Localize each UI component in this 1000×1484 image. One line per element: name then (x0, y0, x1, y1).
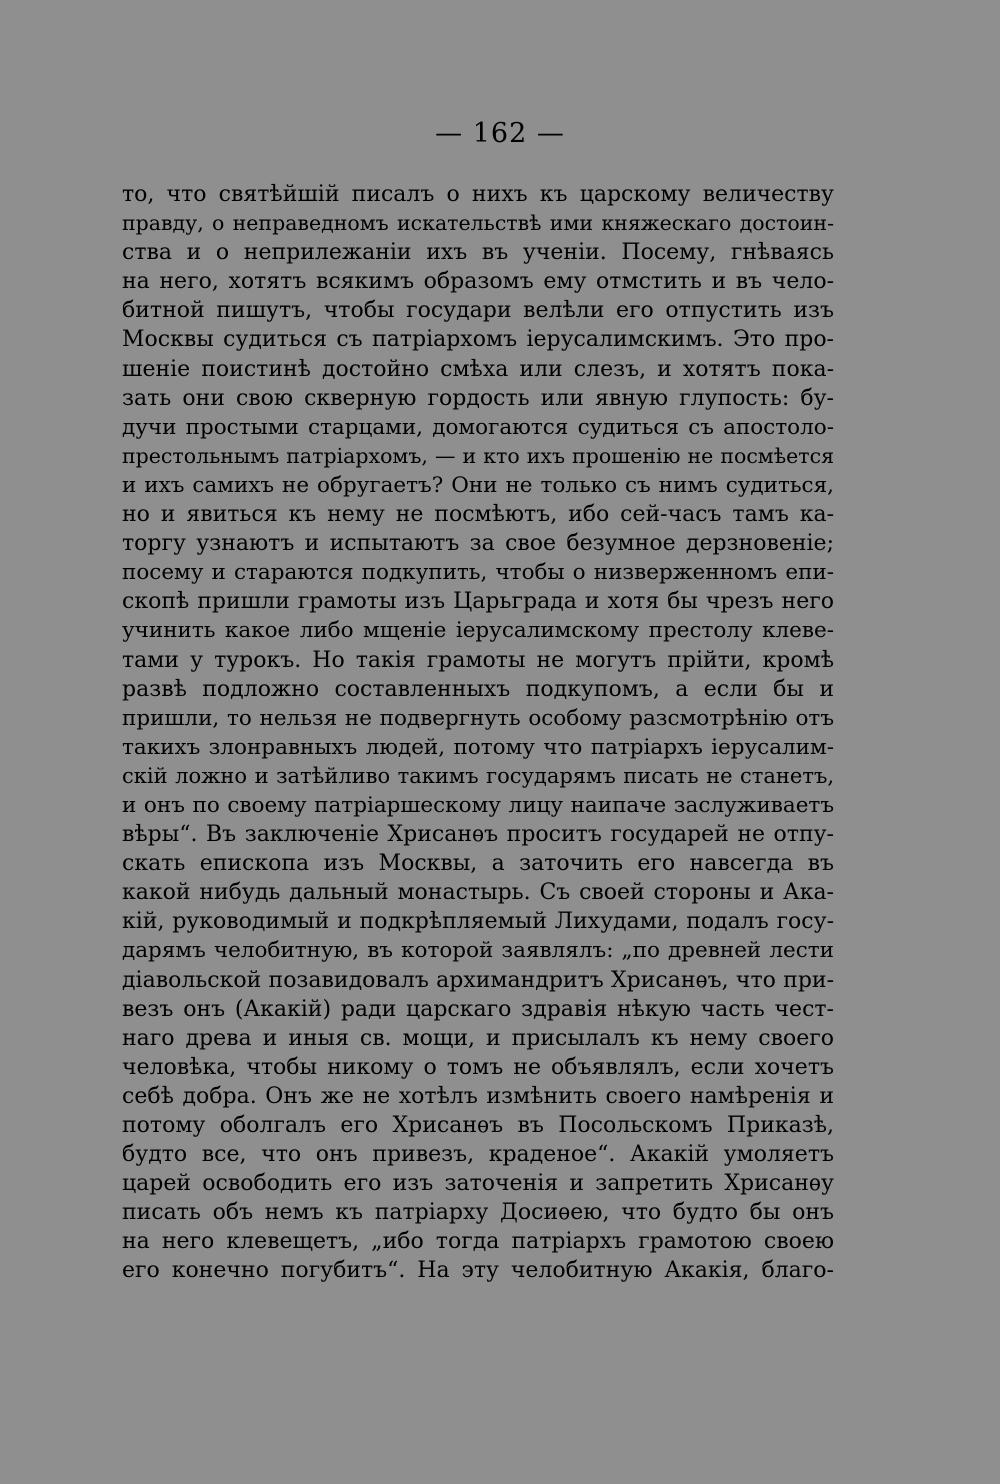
text-line: какой нибудь дальный монастырь. Съ своей стороны и Ака- (122, 880, 834, 906)
text-line: на него, хотятъ всякимъ образомъ ему отмстить и въ чело- (122, 269, 834, 295)
text-line: везъ онъ (Акакій) ради царскаго здравія нѣкую часть чест- (122, 996, 834, 1022)
text-line: потому оболгалъ его Хрисанѳъ въ Посольскомъ Приказѣ, (122, 1113, 834, 1138)
text-line: вѣры“. Въ заключеніе Хрисанѳъ проситъ государей не отпу- (122, 822, 834, 848)
text-line: торгу узнаютъ и испытаютъ за свое безумное дерзновеніе; (122, 531, 834, 557)
text-line: діавольской позавидовалъ архимандритъ Хрисанѳъ, что при- (122, 967, 834, 993)
text-line: дучи простыми старцами, домогаются судиться съ апостоло- (122, 414, 834, 440)
text-line: себѣ добра. Онъ же не хотѣлъ измѣнить своего намѣренія и (122, 1083, 834, 1109)
text-line: но и явиться къ нему не посмѣютъ, ибо сей-часъ тамъ ка- (122, 502, 834, 528)
text-line: шеніе поистинѣ достойно смѣха или слезъ, и хотятъ пока- (122, 356, 834, 382)
text-line: пришли, то нельзя не подвергнуть особому разсмотрѣнію отъ (122, 705, 834, 731)
text-line: правду, о неправедномъ искательствѣ ими княжескаго достоин- (122, 211, 834, 236)
text-line: тами у турокъ. Но такія грамоты не могутъ прійти, кромѣ (122, 647, 834, 673)
text-line: и ихъ самихъ не обругаетъ? Они не только съ нимъ судиться, (122, 472, 834, 498)
text-line: зать они свою скверную гордость или явную глупость: бу- (122, 385, 834, 411)
text-line: скать епископа изъ Москвы, а заточить его навсегда въ (122, 851, 834, 877)
text-line: человѣка, чтобы никому о томъ не объявлялъ, если хочетъ (122, 1054, 834, 1080)
text-line: битной пишутъ, чтобы государи велѣли его отпустить изъ (122, 298, 834, 324)
text-line: развѣ подложно составленныхъ подкупомъ, а если бы и (122, 676, 834, 702)
text-line: скій ложно и затѣйливо такимъ государямъ писать не станетъ, (122, 763, 834, 788)
text-line: ства и о неприлежаніи ихъ въ ученіи. Посему, гнѣваясь (122, 240, 834, 266)
page-number: — 162 — (435, 118, 565, 149)
text-line: на него клевещетъ, „ибо тогда патріархъ грамотою своею (122, 1229, 834, 1255)
text-line: то, что святѣйшій писалъ о нихъ къ царскому величеству (122, 182, 834, 207)
text-line: царей освободить его изъ заточенія и запретить Хрисанѳу (122, 1171, 834, 1197)
text-line: учинить какое либо мщеніе іерусалимскому престолу клеве- (122, 618, 834, 644)
text-line: посему и стараются подкупить, чтобы о низверженномъ епи- (122, 560, 834, 586)
text-line: наго древа и иныя св. мощи, и присылалъ къ нему своего (122, 1025, 834, 1051)
text-line: и онъ по своему патріаршескому лицу наипаче заслуживаетъ (122, 792, 834, 818)
text-line: престольнымъ патріархомъ, — и кто ихъ прошенію не посмѣется (122, 443, 834, 468)
text-line: такихъ злонравныхъ людей, потому что патріархъ іерусалим- (122, 734, 834, 760)
body-text (122, 180, 834, 1286)
text-line: скопѣ пришли грамоты изъ Царьграда и хотя бы чрезъ него (122, 589, 834, 615)
text-line: его конечно погубитъ“. На эту челобитную Акакія, благо- (122, 1258, 834, 1284)
text-line: кій, руководимый и подкрѣпляемый Лихудами, подалъ госу- (122, 909, 834, 935)
text-line: будто все, что онъ привезъ, краденое“. Акакій умоляетъ (122, 1142, 834, 1168)
text-line: Москвы судиться съ патріархомъ іерусалимскимъ. Это про- (122, 327, 834, 353)
text-line: писать объ немъ къ патріарху Досиѳею, что будто бы онъ (122, 1200, 834, 1226)
text-line: дарямъ челобитную, въ которой заявлялъ: „по древней лести (122, 938, 834, 964)
